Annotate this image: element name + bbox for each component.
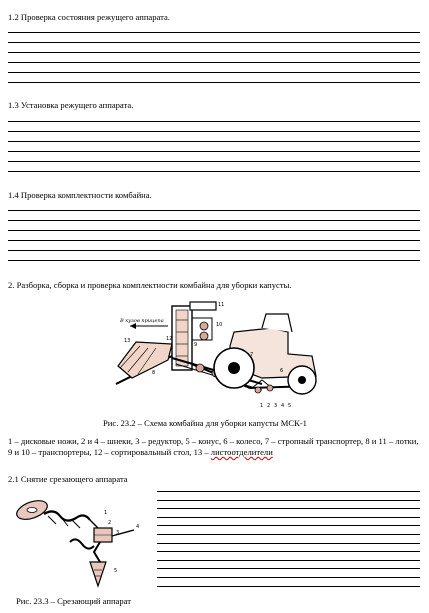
- answer-line: [8, 62, 420, 63]
- apparatus-number: 4: [136, 524, 140, 530]
- answer-line: [157, 517, 420, 518]
- apparatus-number: 3: [116, 530, 120, 536]
- figure-number: 2: [267, 403, 271, 409]
- apparatus-number: 2: [108, 520, 112, 526]
- section-heading-1-4: 1.4 Проверка комплектности комбайна.: [8, 190, 152, 200]
- answer-line: [8, 32, 420, 33]
- answer-line: [8, 131, 420, 132]
- answer-line: [8, 161, 420, 162]
- section-heading-1-2: 1.2 Проверка состояния режущего аппарата.: [8, 12, 170, 22]
- answer-line: [8, 210, 420, 211]
- answer-lines-1-4: [8, 210, 420, 270]
- answer-line: [8, 141, 420, 142]
- answer-line: [157, 568, 420, 569]
- answer-lines-1-3: [8, 121, 420, 181]
- figure-caption-23-2: Рис. 23.2 – Схема комбайна для уборки капусты МСК-1: [103, 418, 307, 428]
- answer-line: [8, 240, 420, 241]
- section-heading-2-1: 2.1 Снятие срезающего аппарата: [8, 474, 128, 484]
- legend-text: 1 – дисковые ножи, 2 и 4 – шнеки, 3 – редуктор, 5 – конус, 6 – колесо, 7 – стропный транспортер, 8 и 11 – лотки, 9 и 10 – транспортеры, 12 – сортировальный стол, 13 –: [8, 436, 419, 457]
- answer-line: [157, 508, 420, 509]
- figure-number: 11: [218, 302, 225, 308]
- answer-lines-2-1: [157, 491, 420, 594]
- answer-line: [8, 121, 420, 122]
- answer-lines-1-2: [8, 32, 420, 92]
- figure-number: 4: [281, 403, 285, 409]
- answer-line: [8, 82, 420, 83]
- answer-line: [157, 525, 420, 526]
- answer-line: [8, 220, 420, 221]
- answer-line: [8, 260, 420, 261]
- answer-line: [157, 543, 420, 544]
- figure-number: 1: [260, 403, 264, 409]
- answer-line: [8, 230, 420, 231]
- answer-line: [8, 72, 420, 73]
- section-heading-1-3: 1.3 Установка режущего аппарата.: [8, 100, 134, 110]
- cutting-apparatus-diagram: [10, 490, 152, 590]
- answer-line: [8, 171, 420, 172]
- answer-line: [157, 551, 420, 552]
- answer-line: [157, 560, 420, 561]
- figure-number: 13: [124, 338, 131, 344]
- figure-number: 7: [250, 352, 254, 358]
- figure-number: 6: [280, 368, 284, 374]
- apparatus-number: 5: [114, 568, 118, 574]
- figure-number: 9: [194, 342, 198, 348]
- answer-line: [8, 42, 420, 43]
- figure-number: 8: [152, 370, 156, 376]
- answer-line: [8, 250, 420, 251]
- section-heading-2: 2. Разборка, сборка и проверка комплектности комбайна для уборки капусты.: [8, 280, 292, 290]
- figure-legend: [8, 436, 422, 458]
- answer-line: [8, 151, 420, 152]
- answer-line: [157, 534, 420, 535]
- trailer-label: В кузов прицепа: [120, 318, 164, 324]
- answer-line: [157, 586, 420, 587]
- harvester-diagram: [112, 296, 328, 412]
- figure-number: 12: [166, 336, 173, 342]
- figure-number: 3: [274, 403, 278, 409]
- figure-number: 10: [216, 322, 223, 328]
- answer-line: [157, 500, 420, 501]
- figure-number: 5: [288, 403, 292, 409]
- answer-line: [157, 577, 420, 578]
- apparatus-number: 1: [104, 510, 108, 516]
- answer-line: [8, 52, 420, 53]
- answer-line: [157, 491, 420, 492]
- figure-caption-23-3: Рис. 23.3 – Срезающий аппарат: [16, 596, 132, 606]
- legend-misspelled-word: листоотделители: [210, 447, 273, 457]
